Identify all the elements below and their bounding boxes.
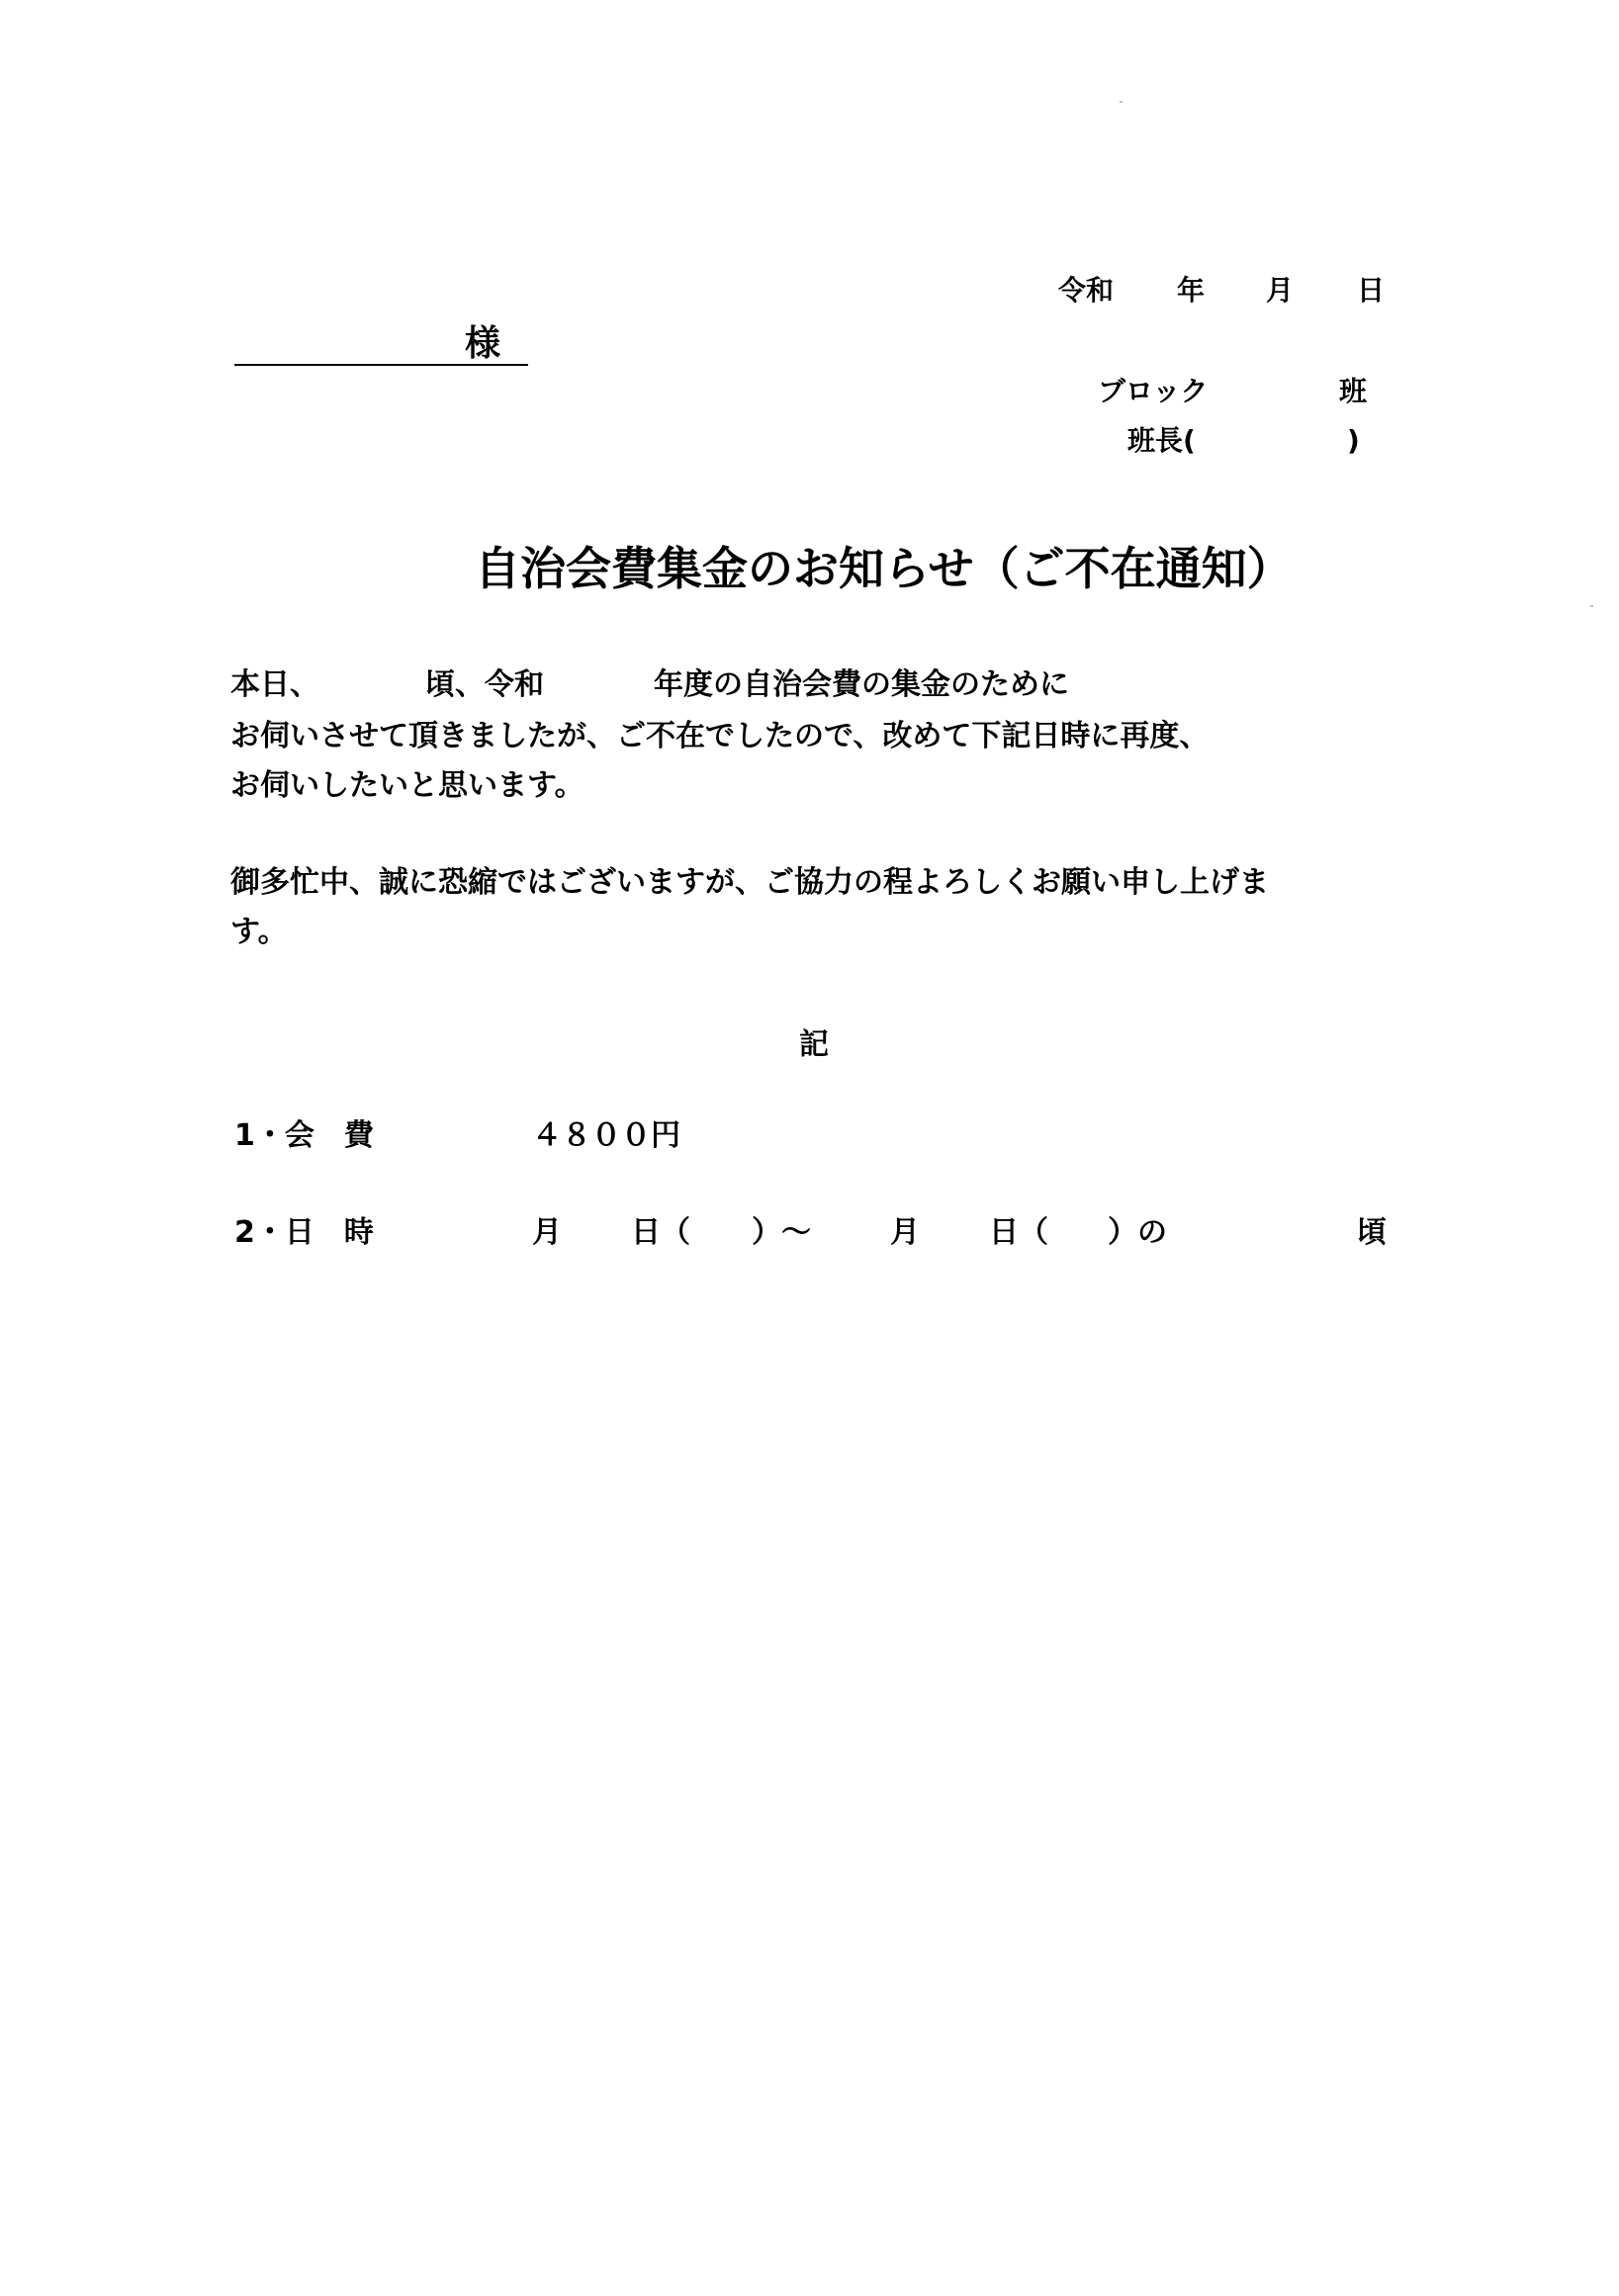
- body-line2: お伺いさせて頂きましたが、ご不在でしたので、改めて下記日時に再度、: [230, 719, 1210, 753]
- fee-label: 1・会 費: [234, 1118, 374, 1153]
- datetime-month1: 月: [532, 1215, 562, 1250]
- ki-heading: 記: [799, 1027, 829, 1062]
- fee-value: ４８００円: [532, 1118, 680, 1153]
- datetime-suffix: 頃: [1357, 1215, 1387, 1250]
- scan-speck: [1590, 605, 1593, 607]
- group-label: 班: [1339, 375, 1368, 407]
- datetime-day2: 日（: [989, 1215, 1048, 1250]
- block-label: ブロック: [1098, 375, 1209, 407]
- date-year: 年: [1177, 274, 1206, 307]
- datetime-day1: 日（: [631, 1215, 690, 1250]
- leader-label: 班長(: [1127, 424, 1196, 457]
- date-month: 月: [1266, 274, 1295, 307]
- body-line1-part1: 本日、: [230, 667, 319, 702]
- scan-speck: [1120, 101, 1123, 103]
- datetime-month2: 月: [890, 1215, 920, 1250]
- addressee-suffix: 様: [465, 323, 501, 364]
- body-line1-part3: 年度の自治会費の集金のために: [654, 667, 1069, 702]
- body-line3: お伺いしたいと思います。: [230, 768, 585, 803]
- datetime-close2: ）の: [1108, 1215, 1167, 1250]
- document-title: 自治会費集金のお知らせ（ご不在通知）: [475, 542, 1293, 595]
- datetime-label: 2・日 時: [234, 1215, 374, 1250]
- datetime-close1: ）〜: [752, 1215, 811, 1250]
- addressee-underline: [234, 364, 528, 366]
- body-line1-part2: 頃、令和: [425, 667, 544, 702]
- body-line5: す。: [230, 915, 288, 949]
- date-era: 令和: [1058, 274, 1115, 307]
- leader-close: ): [1347, 424, 1360, 457]
- date-day: 日: [1357, 274, 1386, 307]
- body-line4: 御多忙中、誠に恐縮ではございますが、ご協力の程よろしくお願い申し上げま: [230, 865, 1269, 900]
